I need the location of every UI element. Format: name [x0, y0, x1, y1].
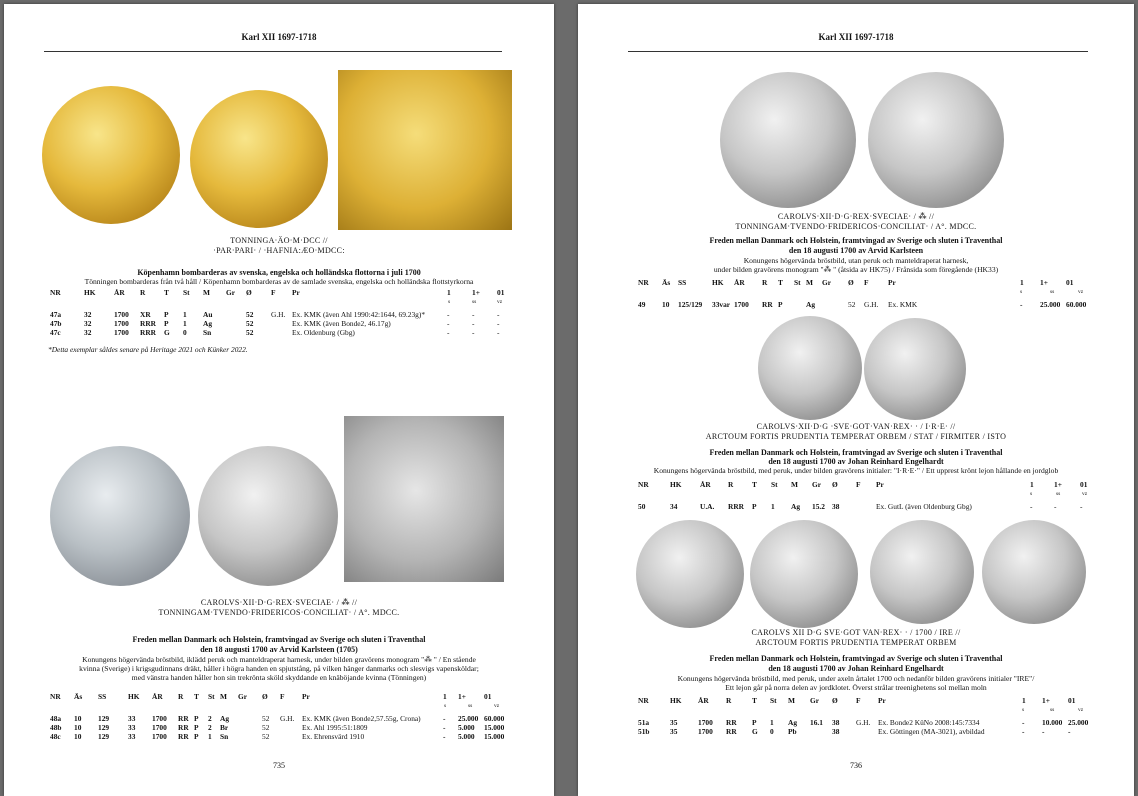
grade-subheader: s: [1020, 289, 1023, 295]
column-header: 1+: [458, 692, 466, 701]
grade-subheader: s: [1022, 707, 1025, 713]
table-cell: 1700: [152, 732, 167, 741]
grade-subheader: s: [448, 299, 451, 305]
column-header: 1+: [1040, 278, 1048, 287]
table-cell: 52: [246, 310, 254, 319]
table-cell: 0: [770, 727, 774, 736]
grade-subheader: ss: [1050, 289, 1055, 295]
table-cell: -: [472, 310, 475, 319]
table-cell: 1700: [114, 310, 129, 319]
lot-description-line-1: Konungens högervända bröstbild, utan peruk och manteldraperat harnesk,: [743, 256, 969, 265]
table-cell: G: [164, 328, 170, 337]
table-cell: P: [752, 718, 757, 727]
grade-subheader: ss: [468, 703, 473, 709]
table-cell: 35: [670, 727, 678, 736]
table-cell: RRR: [140, 319, 157, 328]
page-736: [578, 4, 1134, 796]
lot-description: Tönningen bombarderas från två håll / Köpenhamn bombarderas av de samlade svenska, engelska och holländska flottstyrkorna: [84, 277, 474, 286]
table-cell: 60.000: [484, 714, 505, 723]
silver-coin-detail-image: [344, 416, 504, 582]
lot-description-line-1: Konungens högervända bröstbild, med peruk, under axeln årtalet 1700 och nedanför bilden gravörens initialer "IRE"/: [677, 674, 1035, 683]
legend-line-1: CAROLVS·XII·D·G·REX·SVECIAE· / ⁂ //: [200, 598, 358, 607]
column-header: T: [164, 288, 169, 297]
table-cell: 38: [832, 727, 840, 736]
table-cell: -: [443, 732, 446, 741]
table-cell: 1: [770, 718, 774, 727]
header-rule: [628, 51, 1088, 52]
table-cell: RRR: [728, 502, 745, 511]
table-cell: 129: [98, 723, 110, 732]
column-header: St: [183, 288, 190, 297]
lot-table-48: [48, 692, 508, 748]
column-header: 1: [443, 692, 447, 701]
table-cell: 15.000: [484, 723, 505, 732]
legend-line-2: TONNINGAM·TVENDO·FRIDERICOS·CONCILIAT· / A°. MDCC.: [735, 222, 977, 231]
table-cell: 10.000: [1042, 718, 1063, 727]
table-cell: -: [447, 319, 450, 328]
table-cell: 1700: [152, 714, 167, 723]
column-header: 1+: [472, 288, 480, 297]
table-cell: 0: [183, 328, 187, 337]
column-header: Ø: [832, 480, 838, 489]
lot-description-line-1: Konungens högervända bröstbild, med peruk, under bilden gravörens initialer: "I·R·E·" / Ett upprest krönt lejon hållande en jordglob: [653, 466, 1059, 475]
table-cell: 52: [262, 714, 270, 723]
table-cell: Ag: [806, 300, 816, 309]
column-header: 1: [1030, 480, 1034, 489]
column-header: NR: [50, 692, 61, 701]
gold-coin-reverse-image: [190, 90, 328, 228]
page-number: 735: [273, 761, 285, 770]
gold-coin-detail-image: [338, 70, 512, 230]
legend-line-1: TONNINGA·ÄO·M·DCC //: [230, 236, 328, 245]
lot51b-obverse-image: [870, 520, 974, 624]
table-cell: 1: [771, 502, 775, 511]
table-cell: 1700: [698, 727, 713, 736]
gold-coin-obverse-image: [42, 86, 180, 224]
lot51b-reverse-image: [982, 520, 1086, 624]
column-header: ÅR: [734, 278, 745, 287]
legend-line-2: ·PAR·PARI· / ·HAFNIA:ÆO·MDCC:: [213, 246, 345, 255]
table-cell: P: [778, 300, 783, 309]
table-cell: -: [1068, 727, 1071, 736]
grade-subheader: vz: [1082, 491, 1088, 497]
table-cell: P: [194, 723, 199, 732]
column-header: F: [280, 692, 285, 701]
table-cell: 52: [246, 328, 254, 337]
table-cell: 47c: [50, 328, 61, 337]
lot-title-line-2: den 18 augusti 1700 av Arvid Karlsteen (1705): [200, 645, 358, 654]
legend-line-1: CAROLVS·XII·D·G ·SVE·GOT·VAN·REX· · / I·R·E· //: [756, 422, 956, 431]
table-cell: Ex. KMK (även Bonde2,57.55g, Crona): [302, 714, 421, 723]
table-cell: Ag: [791, 502, 801, 511]
table-cell: 2: [208, 723, 212, 732]
lot-title-line-1: Freden mellan Danmark och Holstein, framtvingad av Sverige och sluten i Traventhal: [132, 635, 426, 644]
column-header: 1+: [1054, 480, 1062, 489]
table-cell: 25.000: [1068, 718, 1089, 727]
table-cell: Sn: [203, 328, 212, 337]
column-header: Pr: [302, 692, 310, 701]
column-header: ÅR: [700, 480, 711, 489]
grade-subheader: vz: [1078, 707, 1084, 713]
table-cell: 129: [98, 732, 110, 741]
table-cell: -: [447, 310, 450, 319]
column-header: Ø: [848, 278, 854, 287]
table-cell: Ex. Ehrensvärd 1910: [302, 732, 365, 741]
column-header: F: [856, 696, 861, 705]
column-header: R: [762, 278, 768, 287]
column-header: M: [788, 696, 795, 705]
silver-coin-reverse-image: [198, 446, 338, 586]
column-header: M: [791, 480, 798, 489]
grade-subheader: vz: [1078, 289, 1084, 295]
column-header: St: [208, 692, 215, 701]
table-cell: 32: [84, 328, 92, 337]
lot-table-51: [636, 696, 1092, 744]
header-rule: [44, 51, 502, 52]
column-header: T: [778, 278, 783, 287]
lot-table-50: [636, 480, 1092, 516]
table-cell: 15.000: [484, 732, 505, 741]
column-header: Ø: [246, 288, 252, 297]
grade-subheader: ss: [1050, 707, 1055, 713]
table-cell: Ex. Bonde2 KüNo 2008:145:7334: [878, 718, 980, 727]
table-cell: U.A.: [700, 502, 715, 511]
column-header: F: [864, 278, 869, 287]
table-cell: 2: [208, 714, 212, 723]
column-header: ÅR: [114, 288, 125, 297]
column-header: HK: [670, 696, 682, 705]
column-header: 1+: [1042, 696, 1050, 705]
table-cell: -: [1030, 502, 1033, 511]
table-cell: 51b: [638, 727, 650, 736]
lot50-obverse-image: [758, 316, 862, 420]
table-cell: -: [443, 723, 446, 732]
column-header: F: [271, 288, 276, 297]
table-cell: RR: [762, 300, 773, 309]
table-cell: 34: [670, 502, 678, 511]
column-header: 1: [1020, 278, 1024, 287]
grade-subheader: vz: [494, 703, 500, 709]
column-header: St: [771, 480, 778, 489]
lot-description-line-2: Ett lejon går på norra delen av jordklotet. Överst strålar treenighetens sol mellan moln: [725, 683, 987, 692]
table-cell: 1700: [734, 300, 749, 309]
table-cell: G.H.: [280, 714, 295, 723]
table-cell: -: [1042, 727, 1045, 736]
table-cell: G: [752, 727, 758, 736]
table-cell: 33: [128, 723, 136, 732]
table-cell: Ex. KMK (även Bonde2, 46.17g): [292, 319, 391, 328]
column-header: NR: [50, 288, 61, 297]
column-header: Gr: [810, 696, 820, 705]
lot-title: Köpenhamn bombarderas av svenska, engelska och holländska flottorna i juli 1700: [137, 268, 421, 277]
table-cell: -: [472, 319, 475, 328]
legend-line-2: TONNINGAM·TVENDO·FRIDERICOS·CONCILIAT· / A°. MDCC.: [158, 608, 400, 617]
lot-description-line-2: under bilden gravörens monogram "⁂ " (åtsida av HK75) / Frånsida som föregående (HK33): [713, 265, 999, 274]
table-cell: 129: [98, 714, 110, 723]
column-header: St: [770, 696, 777, 705]
table-cell: P: [194, 714, 199, 723]
grade-subheader: vz: [497, 299, 503, 305]
column-header: 01: [1066, 278, 1074, 287]
table-cell: 32: [84, 319, 92, 328]
table-cell: P: [194, 732, 199, 741]
table-cell: Sn: [220, 732, 229, 741]
table-cell: -: [1054, 502, 1057, 511]
table-cell: 25.000: [1040, 300, 1061, 309]
table-cell: 32: [84, 310, 92, 319]
legend-line-1: CAROLVS XII D·G SVE·GOT VAN·REX· · / 1700 / IRE //: [751, 628, 961, 637]
table-cell: 5.000: [458, 732, 475, 741]
table-cell: Br: [220, 723, 229, 732]
table-cell: Ex. KMK: [888, 300, 918, 309]
table-cell: 125/129: [678, 300, 703, 309]
table-cell: P: [164, 319, 169, 328]
table-cell: G.H.: [271, 310, 286, 319]
grade-subheader: ss: [1056, 491, 1061, 497]
column-header: Ø: [262, 692, 268, 701]
lot-table-49: [636, 278, 1092, 314]
lot49-reverse-image: [868, 72, 1004, 208]
lot-title-line-1: Freden mellan Danmark och Holstein, framtvingad av Sverige och sluten i Traventhal: [709, 448, 1003, 457]
table-cell: Ex. KMK (även Ahl 1990:42:1644, 69.23g)*: [292, 310, 426, 319]
column-header: St: [794, 278, 801, 287]
table-cell: 1: [183, 310, 187, 319]
silver-coin-obverse-image: [50, 446, 190, 586]
table-cell: 38: [832, 718, 840, 727]
column-header: HK: [128, 692, 140, 701]
table-cell: Ag: [788, 718, 798, 727]
table-cell: -: [443, 714, 446, 723]
running-header: Karl XII 1697-1718: [818, 32, 894, 42]
table-cell: 10: [74, 732, 82, 741]
table-cell: 49: [638, 300, 646, 309]
table-cell: Ex. Göttingen (MA-3021), avbildad: [878, 727, 985, 736]
column-header: T: [194, 692, 199, 701]
table-cell: -: [497, 310, 500, 319]
column-header: Äs: [74, 692, 83, 701]
lot-title-line-1: Freden mellan Danmark och Holstein, framtvingad av Sverige och sluten i Traventhal: [709, 236, 1003, 245]
column-header: T: [752, 480, 757, 489]
table-cell: -: [1080, 502, 1083, 511]
table-cell: 15.2: [812, 502, 825, 511]
table-cell: 33var: [712, 300, 731, 309]
table-cell: Ag: [220, 714, 230, 723]
legend-line-1: CAROLVS·XII·D·G·REX·SVECIAE· / ⁂ //: [777, 212, 935, 221]
legend-line-2: ARCTOUM FORTIS PRUDENTIA TEMPERAT ORBEM: [755, 638, 957, 647]
table-cell: 10: [74, 714, 82, 723]
table-cell: Pb: [788, 727, 797, 736]
table-cell: RR: [178, 714, 189, 723]
table-cell: -: [1022, 727, 1025, 736]
table-cell: -: [497, 319, 500, 328]
grade-subheader: s: [1030, 491, 1033, 497]
lot51a-obverse-image: [636, 520, 744, 628]
column-header: R: [140, 288, 146, 297]
page-number: 736: [850, 761, 862, 770]
lot50-reverse-image: [864, 318, 966, 420]
column-header: HK: [670, 480, 682, 489]
column-header: ÅR: [698, 696, 709, 705]
column-header: ÅR: [152, 692, 163, 701]
table-cell: Ex. Oldenburg (Gbg): [292, 328, 355, 337]
lot-table-47: [48, 288, 508, 348]
table-cell: 33: [128, 714, 136, 723]
table-cell: G.H.: [856, 718, 871, 727]
column-header: T: [752, 696, 757, 705]
table-cell: -: [447, 328, 450, 337]
table-cell: -: [472, 328, 475, 337]
column-header: SS: [98, 692, 107, 701]
lot51a-reverse-image: [750, 520, 858, 628]
grade-subheader: s: [444, 703, 447, 709]
column-header: Pr: [876, 480, 884, 489]
column-header: Gr: [238, 692, 248, 701]
table-cell: -: [497, 328, 500, 337]
column-header: NR: [638, 278, 649, 287]
table-cell: 25.000: [458, 714, 479, 723]
table-cell: 52: [262, 732, 270, 741]
table-cell: 10: [74, 723, 82, 732]
column-header: M: [203, 288, 210, 297]
column-header: Gr: [822, 278, 832, 287]
column-header: Ø: [832, 696, 838, 705]
table-cell: 1: [183, 319, 187, 328]
table-cell: 51a: [638, 718, 650, 727]
table-cell: P: [164, 310, 169, 319]
table-cell: P: [752, 502, 757, 511]
column-header: M: [220, 692, 227, 701]
column-header: R: [728, 480, 734, 489]
table-cell: 48c: [50, 732, 61, 741]
column-header: R: [726, 696, 732, 705]
column-header: 01: [484, 692, 492, 701]
lot-title-line-2: den 18 augusti 1700 av Johan Reinhard Engelhardt: [768, 457, 944, 466]
table-cell: 52: [246, 319, 254, 328]
column-header: M: [806, 278, 813, 287]
grade-subheader: ss: [472, 299, 477, 305]
table-cell: 1700: [114, 328, 129, 337]
table-cell: 52: [262, 723, 270, 732]
column-header: NR: [638, 480, 649, 489]
table-cell: G.H.: [864, 300, 879, 309]
column-header: Pr: [292, 288, 300, 297]
column-header: SS: [678, 278, 687, 287]
lot49-obverse-image: [720, 72, 856, 208]
table-cell: Ag: [203, 319, 213, 328]
table-cell: Au: [203, 310, 213, 319]
table-cell: 60.000: [1066, 300, 1087, 309]
column-header: Pr: [888, 278, 896, 287]
table-cell: 10: [662, 300, 670, 309]
footnote: *Detta exemplar såldes senare på Heritage 2021 och Künker 2022.: [48, 345, 248, 354]
column-header: 1: [1022, 696, 1026, 705]
table-cell: 1700: [698, 718, 713, 727]
column-header: F: [856, 480, 861, 489]
table-cell: 1700: [152, 723, 167, 732]
table-cell: XR: [140, 310, 151, 319]
lot-title-line-2: den 18 augusti 1700 av Johan Reinhard Engelhardt: [768, 664, 944, 673]
page-735: [4, 4, 554, 796]
table-cell: 38: [832, 502, 840, 511]
column-header: Pr: [878, 696, 886, 705]
column-header: 01: [497, 288, 505, 297]
table-cell: RR: [178, 723, 189, 732]
column-header: 01: [1080, 480, 1088, 489]
table-cell: RR: [726, 727, 737, 736]
table-cell: 47a: [50, 310, 62, 319]
column-header: HK: [712, 278, 724, 287]
table-cell: 16.1: [810, 718, 823, 727]
table-cell: 48b: [50, 723, 62, 732]
table-cell: 48a: [50, 714, 62, 723]
table-cell: 1700: [114, 319, 129, 328]
column-header: R: [178, 692, 184, 701]
lot-description-line-2: kvinna (Sverige) i krigsgudinnans dräkt, håller i högra handen en spjutstång, på vilken hänger danmarks och slesvigs vapensköldar;: [79, 664, 479, 673]
table-cell: -: [1020, 300, 1023, 309]
table-cell: RRR: [140, 328, 157, 337]
column-header: 1: [447, 288, 451, 297]
running-header: Karl XII 1697-1718: [241, 32, 317, 42]
lot-title-line-2: den 18 augusti 1700 av Arvid Karlsteen: [788, 246, 924, 255]
column-header: Gr: [812, 480, 822, 489]
lot-description-line-1: Konungens högervända bröstbild, iklädd peruk och manteldraperat harnesk, under bilden gravörens monogram "⁂ " / En stående: [82, 655, 476, 664]
legend-line-2: ARCTOUM FORTIS PRUDENTIA TEMPERAT ORBEM / STAT / FIRMITER / ISTO: [705, 432, 1007, 441]
column-header: Gr: [226, 288, 236, 297]
table-cell: -: [1022, 718, 1025, 727]
lot-description-line-3: med vänstra handen håller hon sin trekrönta sköld skyddande en knäböjande kvinna (Tönningen): [131, 673, 427, 682]
column-header: 01: [1068, 696, 1076, 705]
table-cell: RR: [178, 732, 189, 741]
column-header: Äs: [662, 278, 671, 287]
table-cell: 47b: [50, 319, 62, 328]
column-header: NR: [638, 696, 649, 705]
table-cell: 52: [848, 300, 856, 309]
column-header: HK: [84, 288, 96, 297]
table-cell: Ex. Ahl 1995:51:1809: [302, 723, 368, 732]
table-cell: RR: [726, 718, 737, 727]
lot-title-line-1: Freden mellan Danmark och Holstein, framtvingad av Sverige och sluten i Traventhal: [709, 654, 1003, 663]
table-cell: 35: [670, 718, 678, 727]
table-cell: Ex. GutL (även Oldenburg Gbg): [876, 502, 972, 511]
table-cell: 1: [208, 732, 212, 741]
table-cell: 5.000: [458, 723, 475, 732]
table-cell: 33: [128, 732, 136, 741]
table-cell: 50: [638, 502, 646, 511]
